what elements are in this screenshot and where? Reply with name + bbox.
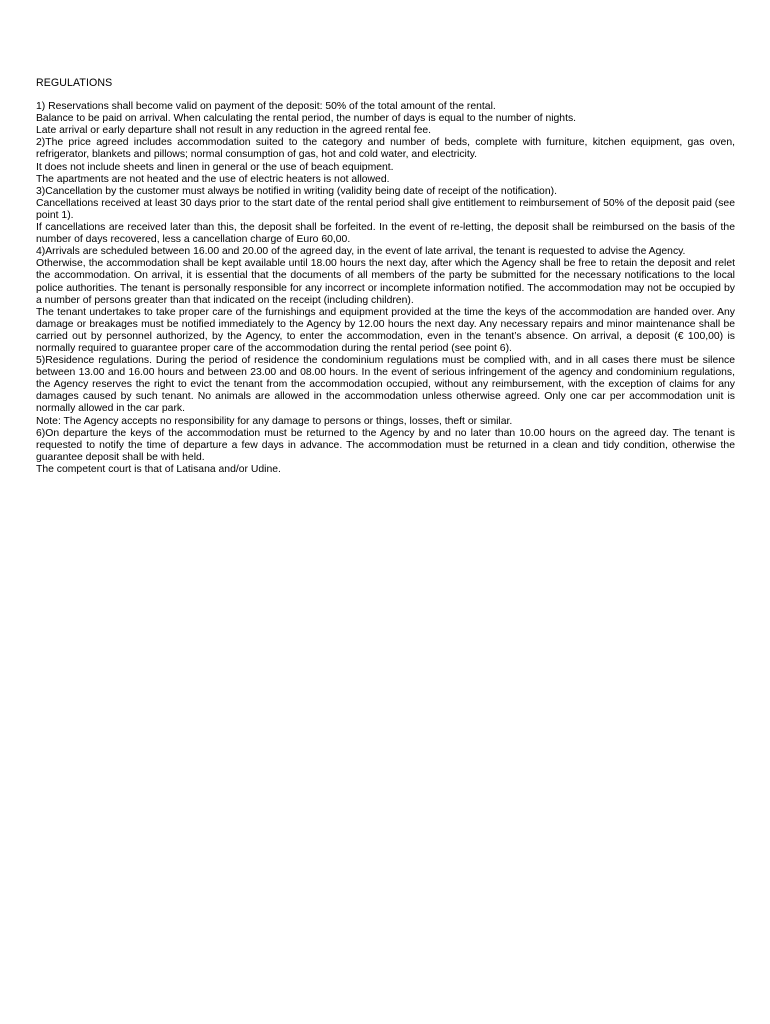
paragraph-otherwise: Otherwise, the accommodation shall be kept available until 18.00 hours the next day, after which the Agency shall be free to retain the deposit and relet the accommodation. On arrival, it is essential that the documents of all members of the party be submitted for the necessary notifications to the local police authorities. The tenant is personally responsible for any incorrect or incomplete information notified. The accommodation may not be occupied by a number of persons greater than that indicated on the receipt (including children). <box>36 258 735 306</box>
paragraph-reservations: 1) Reservations shall become valid on payment of the deposit: 50% of the total amount of the rental. <box>36 101 496 113</box>
paragraph-cancellation: 3)Cancellation by the customer must always be notified in writing (validity being date of receipt of the notification). <box>36 185 557 197</box>
paragraph-cancellation-30-days: Cancellations received at least 30 days prior to the start date of the rental period shall give entitlement to reimbursement of 50% of the deposit paid (see point 1). <box>36 197 735 221</box>
paragraph-tenant-care: The tenant undertakes to take proper care of the furnishings and equipment provided at the time the keys of the accommodation are handed over. Any damage or breakages must be notified immediately to the Agency by 12.00 hours the next day. Any necessary repairs and minor maintenance shall be carried out by personnel authorized, by the Agency, to enter the accommodation, even in the tenant’s absence. On arrival, a deposit (€ 100,00) is normally required to guarantee proper care of the accommodation during the rental period (see point 6). <box>36 306 735 354</box>
document-title: REGULATIONS <box>36 77 113 89</box>
paragraph-balance: Balance to be paid on arrival. When calculating the rental period, the number of days is equal to the number of nights. <box>36 113 577 125</box>
paragraph-note: Note: The Agency accepts no responsibility for any damage to persons or things, losses, theft or similar. <box>36 415 513 427</box>
regulations-body <box>36 101 735 476</box>
paragraph-late-cancellation: If cancellations are received later than this, the deposit shall be forfeited. In the event of re-letting, the deposit shall be reimbursed on the basis of the number of days recovered, less a cancellation charge of Euro 60,00. <box>36 222 735 246</box>
paragraph-late-arrival: Late arrival or early departure shall not result in any reduction in the agreed rental fee. <box>36 125 432 137</box>
regulations-document <box>36 77 735 476</box>
paragraph-residence-regulations: 5)Residence regulations. During the period of residence the condominium regulations must be complied with, and in all cases there must be silence between 13.00 and 16.00 hours and between 23.00 and 08.00 hours. In the event of serious infringement of the agency and condominium regulations, the Agency reserves the right to evict the tenant from the accommodation occupied, without any reimbursement, with the exception of claims for any damages caused by such tenant. No animals are allowed in the accommodation unless otherwise agreed. Only one car per accommodation unit is normally allowed in the car park. <box>36 355 735 415</box>
paragraph-departure: 6)On departure the keys of the accommodation must be returned to the Agency by and no later than 10.00 hours on the agreed day. The tenant is requested to notify the time of departure a few days in advance. The accommodation must be returned in a clean and tidy condition, otherwise the guarantee deposit shall be with held. <box>36 427 735 463</box>
paragraph-not-included: It does not include sheets and linen in general or the use of beach equipment. <box>36 161 394 173</box>
paragraph-competent-court: The competent court is that of Latisana and/or Udine. <box>36 463 281 475</box>
paragraph-price-includes: 2)The price agreed includes accommodation suited to the category and number of beds, complete with furniture, kitchen equipment, gas oven, refrigerator, blankets and pillows; normal consumption of gas, hot and cold water, and electricity. <box>36 137 735 161</box>
paragraph-arrivals: 4)Arrivals are scheduled between 16.00 and 20.00 of the agreed day, in the event of late arrival, the tenant is requested to advise the Agency. <box>36 246 686 258</box>
paragraph-heating: The apartments are not heated and the use of electric heaters is not allowed. <box>36 173 390 185</box>
